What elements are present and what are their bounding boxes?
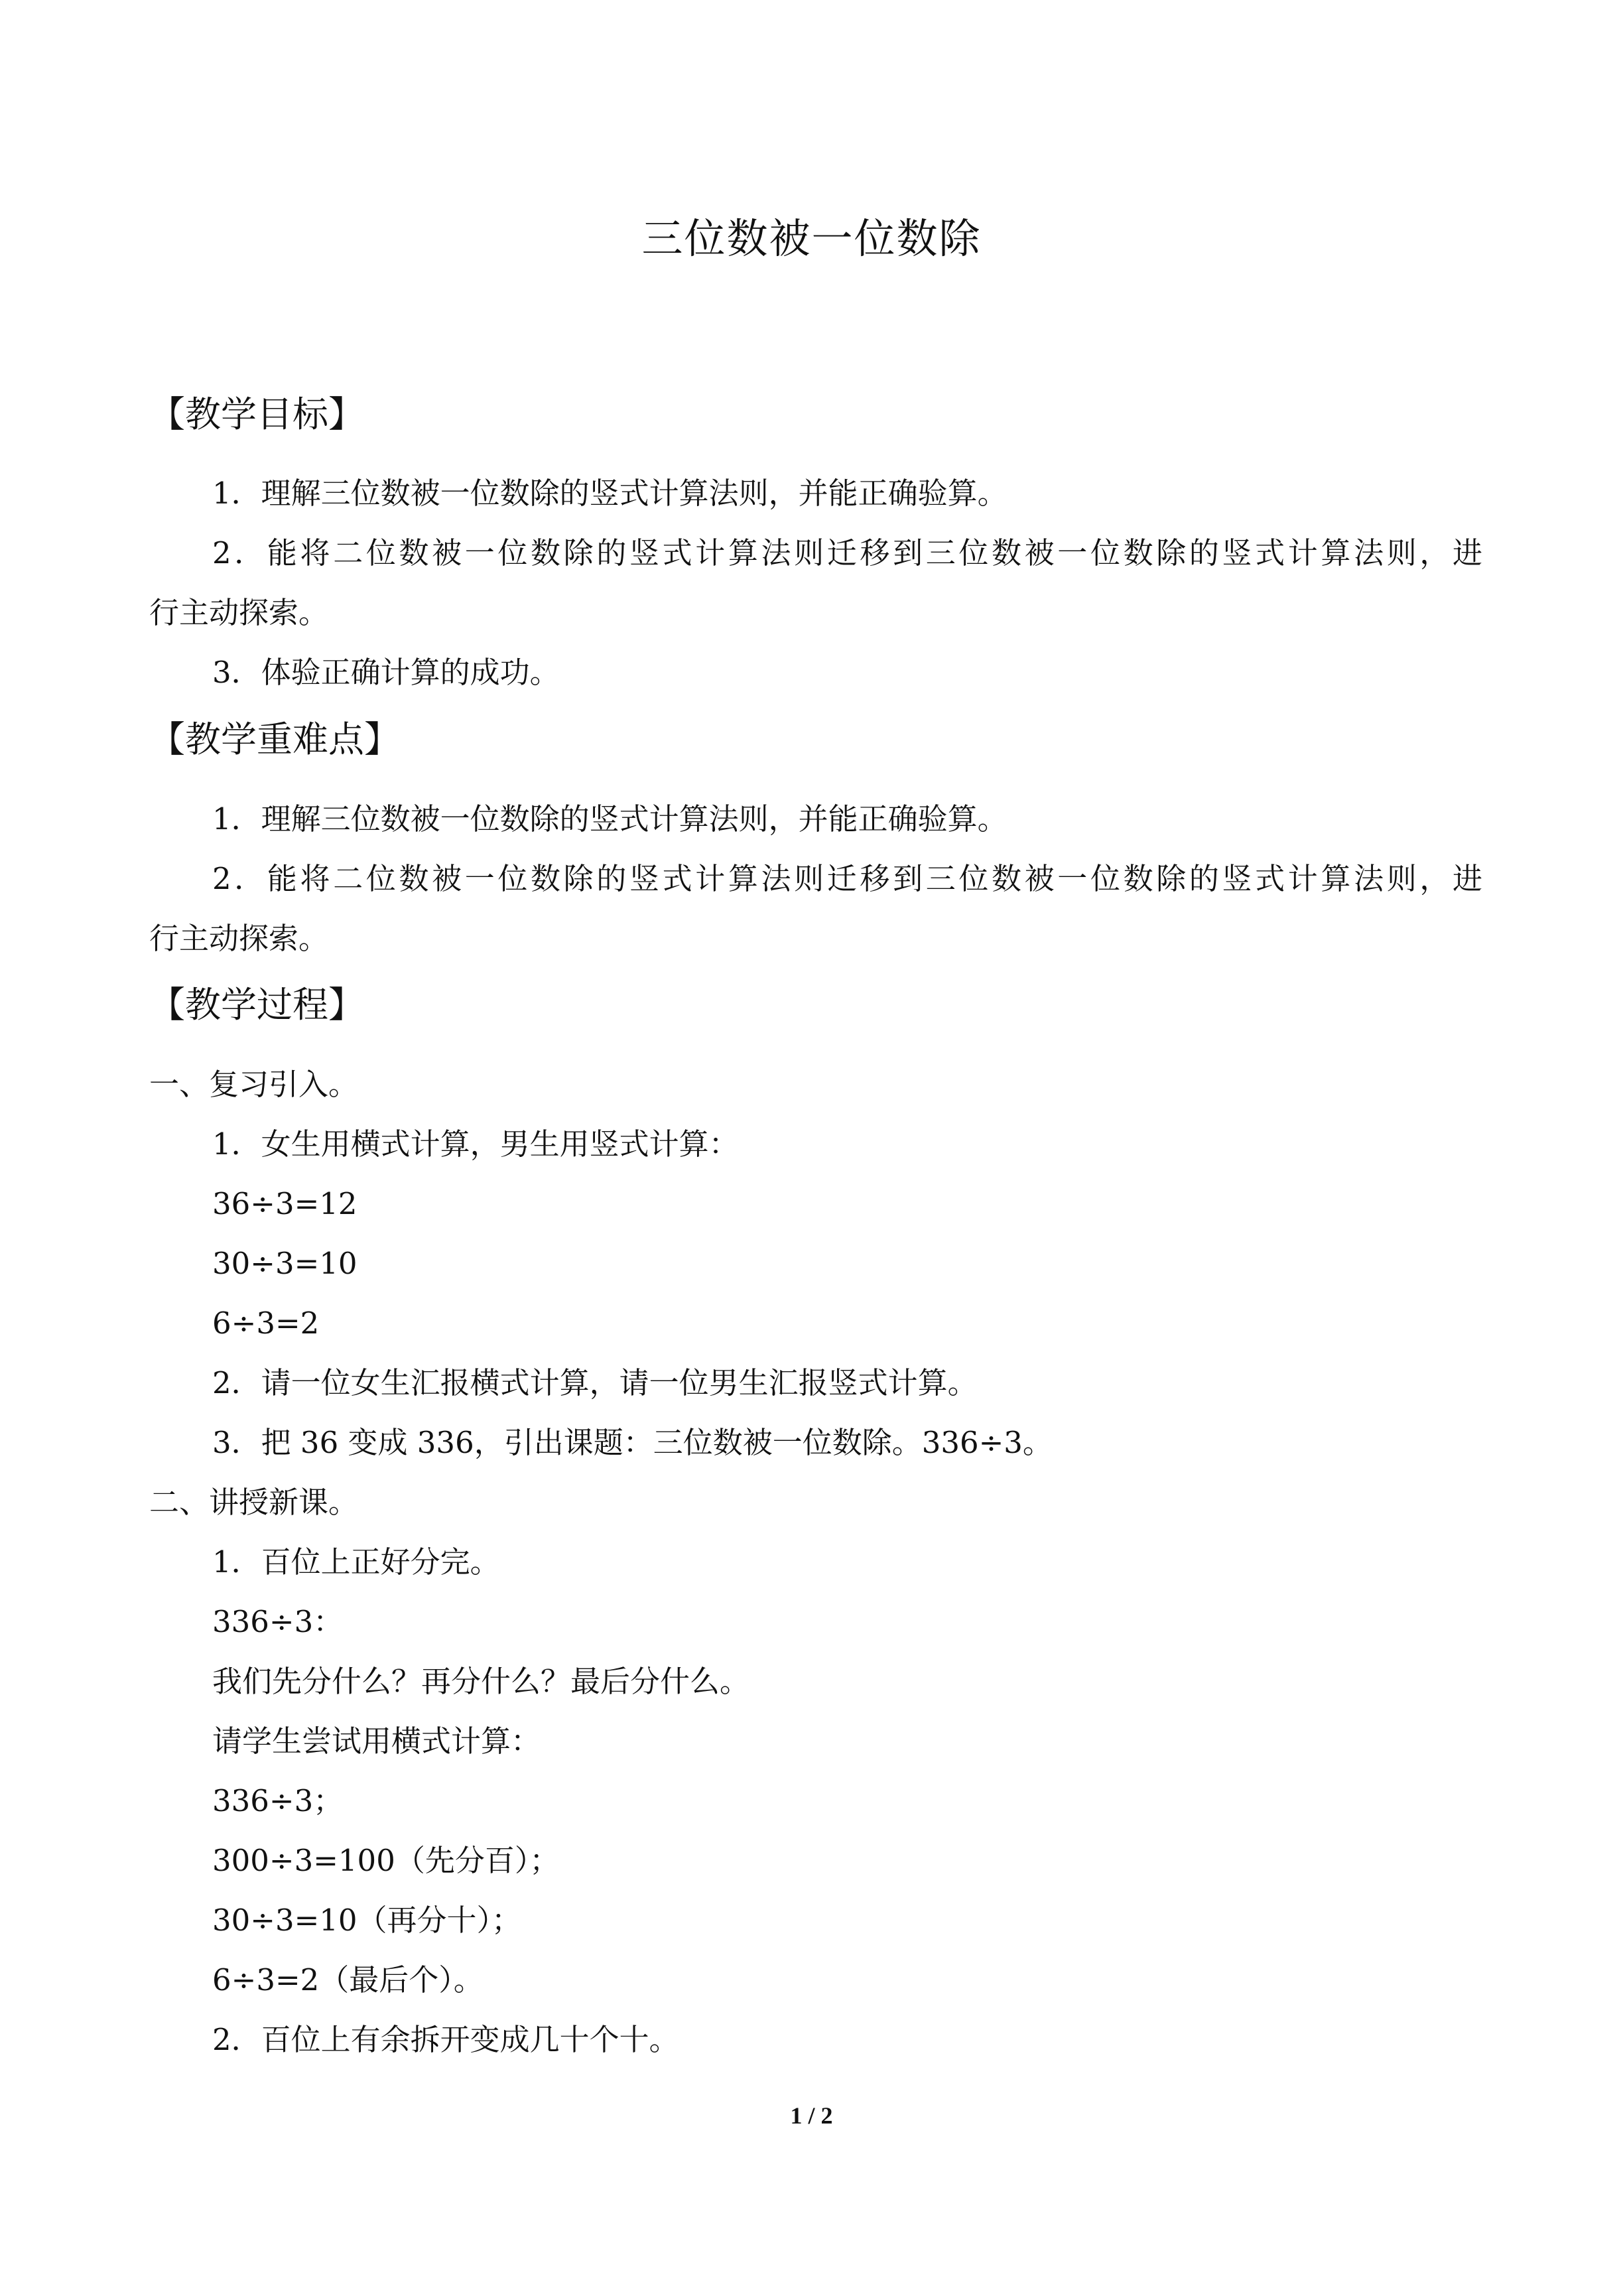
process-line: 请学生尝试用横式计算：: [212, 1723, 541, 1759]
process-line: 336÷3；: [212, 1783, 344, 1818]
process-line: 36÷3=12: [212, 1186, 357, 1221]
page-number: 1 / 2: [790, 2102, 833, 2129]
process-line: 我们先分什么？再分什么？最后分什么。: [212, 1664, 750, 1699]
objective-item-2: 2．能将二位数被一位数除的竖式计算法则迁移到三位数被一位数除的竖式计算法则，进: [212, 535, 1482, 571]
process-line: 1．女生用横式计算，男生用竖式计算：: [212, 1126, 739, 1162]
process-line: 2．百位上有余拆开变成几十个十。: [212, 2022, 679, 2057]
key-point-item-1: 1．理解三位数被一位数除的竖式计算法则，并能正确验算。: [212, 801, 1007, 837]
section-heading-objectives: 【教学目标】: [149, 393, 364, 435]
process-line: 300÷3=100（先分百）；: [212, 1843, 560, 1878]
process-line: 一、复习引入。: [149, 1067, 359, 1102]
process-line: 2．请一位女生汇报横式计算，请一位男生汇报竖式计算。: [212, 1365, 978, 1400]
process-line: 二、讲授新课。: [149, 1485, 359, 1520]
objective-item-2-continued: 行主动探索。: [149, 595, 329, 630]
process-line: 30÷3=10: [212, 1246, 357, 1281]
section-heading-process: 【教学过程】: [149, 984, 364, 1026]
process-line: 1．百位上正好分完。: [212, 1544, 500, 1580]
process-line: 6÷3=2: [212, 1306, 320, 1341]
objective-item-1: 1．理解三位数被一位数除的竖式计算法则，并能正确验算。: [212, 476, 1007, 511]
key-point-item-2: 2．能将二位数被一位数除的竖式计算法则迁移到三位数被一位数除的竖式计算法则，进: [212, 861, 1482, 896]
section-heading-key-points: 【教学重难点】: [149, 718, 400, 760]
objective-item-3: 3．体验正确计算的成功。: [212, 655, 560, 690]
process-line: 336÷3：: [212, 1604, 344, 1639]
process-line: 3．把 36 变成 336，引出课题：三位数被一位数除。336÷3。: [212, 1425, 1053, 1460]
process-line: 6÷3=2（最后个）。: [212, 1962, 484, 1997]
document-title: 三位数被一位数除: [641, 214, 982, 263]
process-line: 30÷3=10（再分十）；: [212, 1903, 522, 1938]
key-point-item-2-continued: 行主动探索。: [149, 921, 329, 956]
